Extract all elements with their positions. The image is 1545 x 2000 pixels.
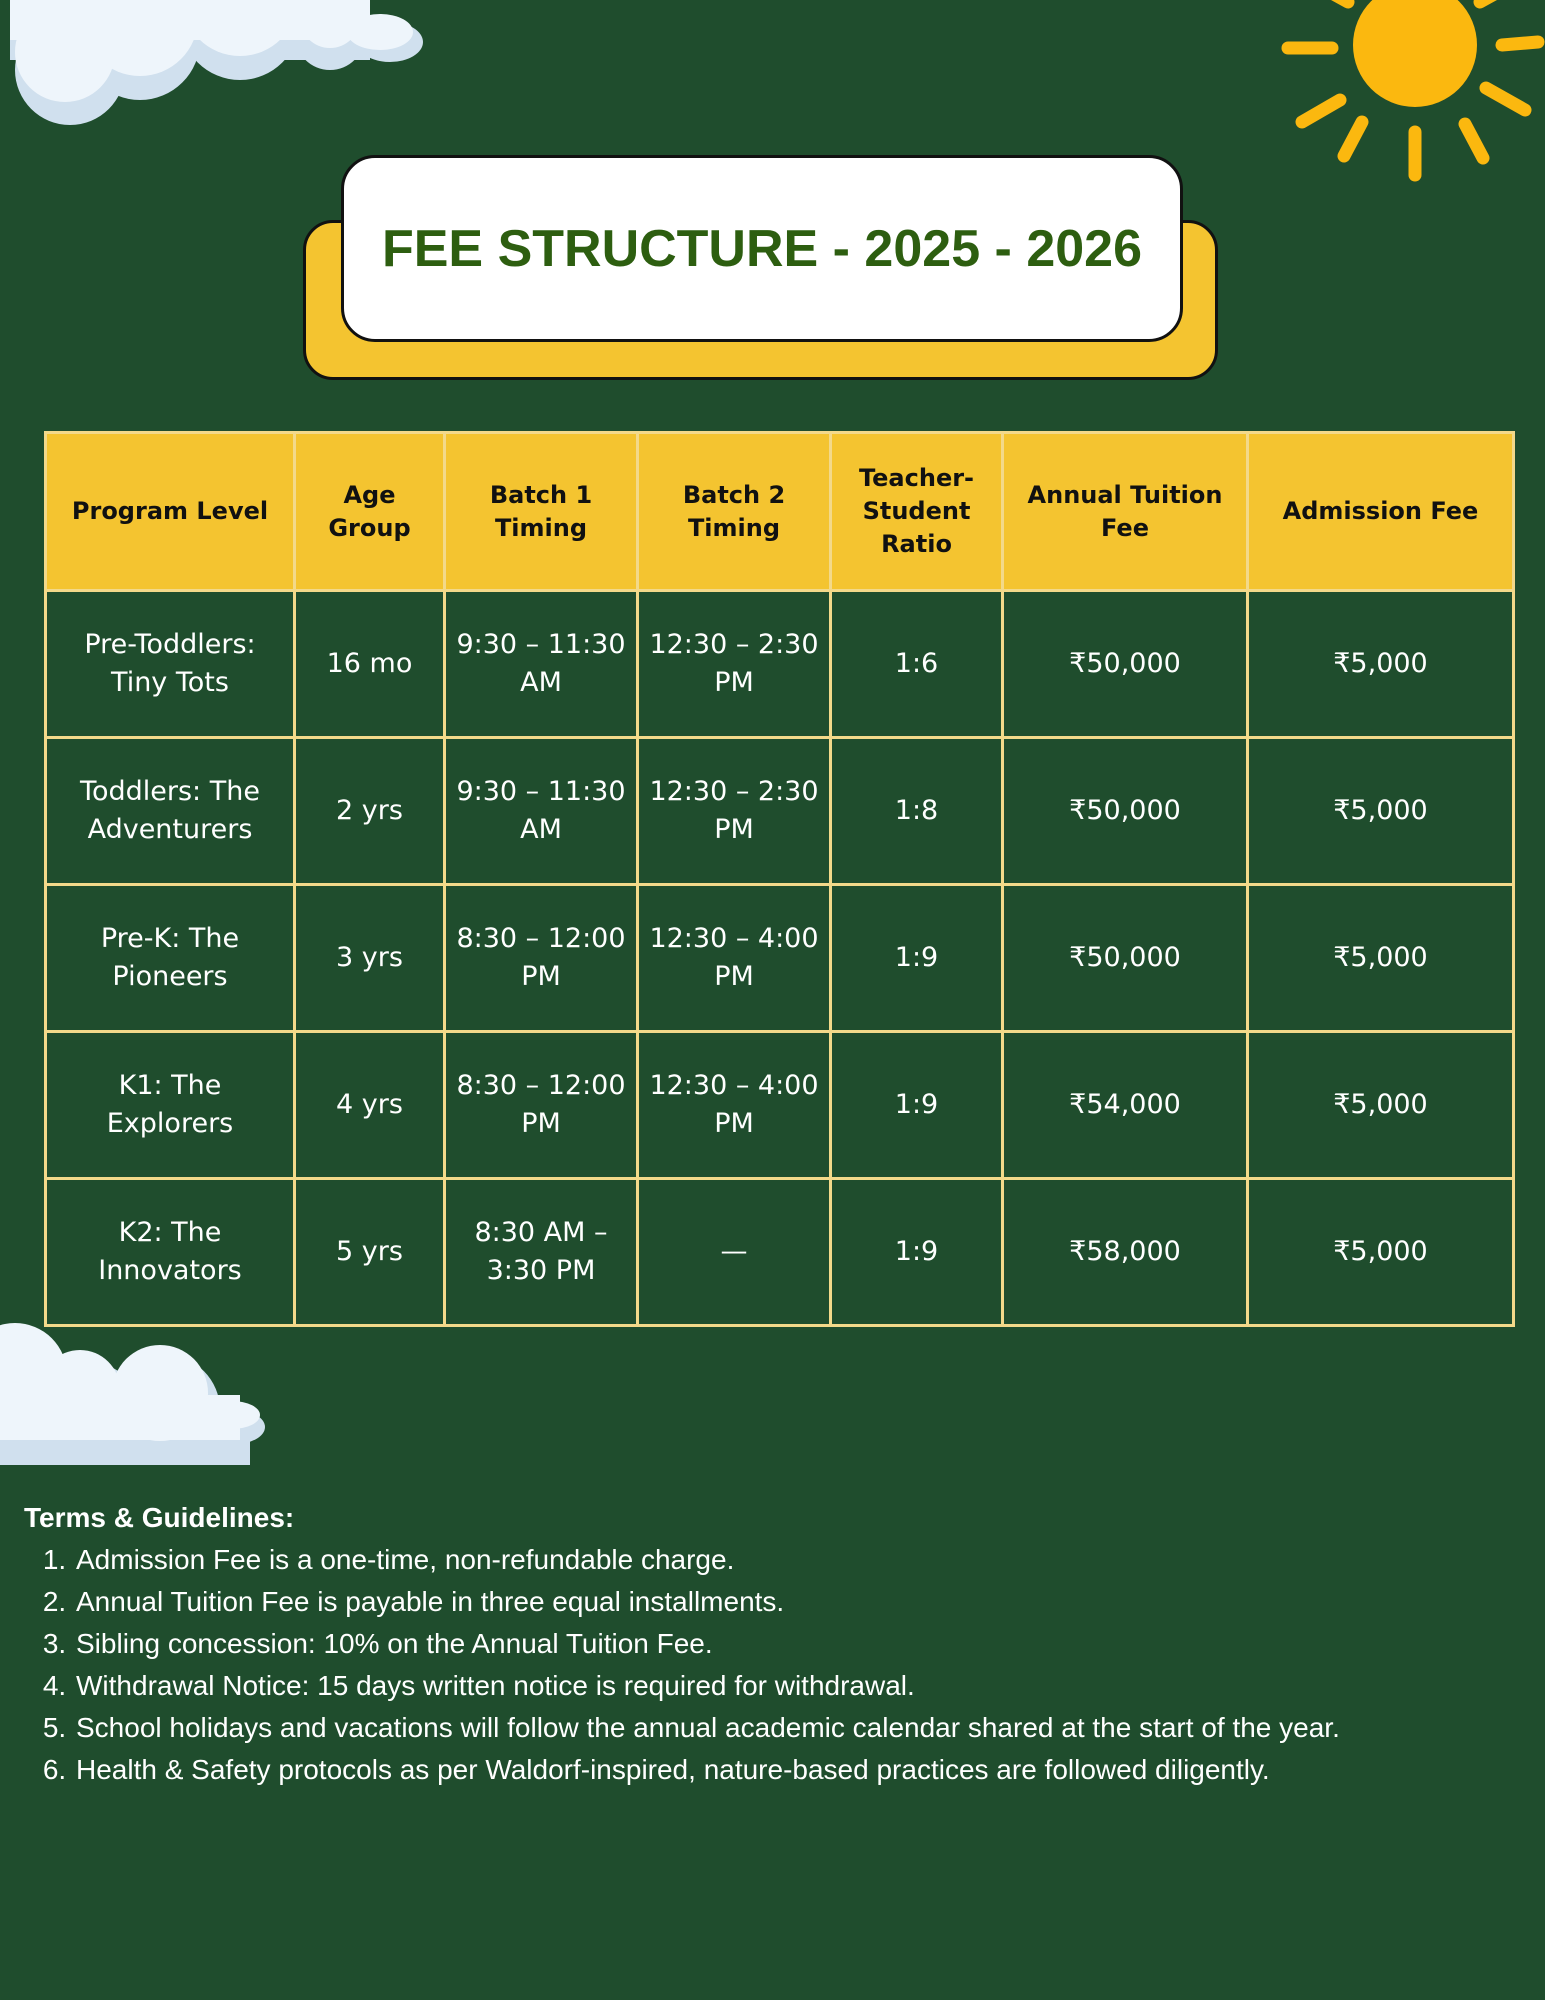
terms-item: 4. Withdrawal Notice: 15 days written notice is required for withdrawal. xyxy=(74,1665,1524,1707)
cell-program-level: K1: The Explorers xyxy=(46,1032,295,1179)
table-row xyxy=(46,1032,1514,1179)
cell-admission-fee: ₹5,000 xyxy=(1248,885,1514,1032)
terms-section xyxy=(24,1497,1524,1791)
cell-batch2-timing: 12:30 – 2:30 PM xyxy=(638,591,831,738)
cell-admission-fee: ₹5,000 xyxy=(1248,591,1514,738)
cell-ratio: 1:6 xyxy=(831,591,1003,738)
page-title: FEE STRUCTURE - 2025 - 2026 xyxy=(381,219,1143,278)
cloud-icon xyxy=(0,0,440,140)
cell-admission-fee: ₹5,000 xyxy=(1248,1179,1514,1326)
cell-admission-fee: ₹5,000 xyxy=(1248,1032,1514,1179)
cell-batch1-timing: 8:30 AM – 3:30 PM xyxy=(445,1179,638,1326)
cell-age-group: 4 yrs xyxy=(295,1032,445,1179)
cell-batch1-timing: 9:30 – 11:30 AM xyxy=(445,591,638,738)
header-admission-fee: Admission Fee xyxy=(1248,433,1514,591)
terms-item: 1. Admission Fee is a one-time, non-refundable charge. xyxy=(74,1539,1524,1581)
fee-table xyxy=(44,431,1515,1327)
cell-program-level: Pre-Toddlers: Tiny Tots xyxy=(46,591,295,738)
header-teacher-student-ratio: Teacher-Student Ratio xyxy=(831,433,1003,591)
cell-batch2-timing: 12:30 – 2:30 PM xyxy=(638,738,831,885)
cell-admission-fee: ₹5,000 xyxy=(1248,738,1514,885)
cell-batch2-timing: 12:30 – 4:00 PM xyxy=(638,1032,831,1179)
cell-annual-tuition-fee: ₹58,000 xyxy=(1003,1179,1248,1326)
cell-age-group: 3 yrs xyxy=(295,885,445,1032)
terms-heading: Terms & Guidelines: xyxy=(24,1502,295,1533)
cell-annual-tuition-fee: ₹50,000 xyxy=(1003,738,1248,885)
table-row xyxy=(46,885,1514,1032)
header-program-level: Program Level xyxy=(46,433,295,591)
table-header-row xyxy=(46,433,1514,591)
header-batch2-timing: Batch 2 Timing xyxy=(638,433,831,591)
table-row xyxy=(46,738,1514,885)
cell-batch1-timing: 8:30 – 12:00 PM xyxy=(445,1032,638,1179)
cell-age-group: 16 mo xyxy=(295,591,445,738)
table-row xyxy=(46,591,1514,738)
title-banner xyxy=(303,155,1218,380)
terms-list xyxy=(24,1539,1524,1791)
cell-ratio: 1:9 xyxy=(831,1032,1003,1179)
terms-item: 5. School holidays and vacations will follow the annual academic calendar shared at the start of the year. xyxy=(74,1707,1524,1749)
header-age-group: Age Group xyxy=(295,433,445,591)
terms-item: 6. Health & Safety protocols as per Waldorf-inspired, nature-based practices are followed diligently. xyxy=(74,1749,1524,1791)
cell-batch2-timing: 12:30 – 4:00 PM xyxy=(638,885,831,1032)
cell-annual-tuition-fee: ₹54,000 xyxy=(1003,1032,1248,1179)
header-batch1-timing: Batch 1 Timing xyxy=(445,433,638,591)
title-card xyxy=(341,155,1183,342)
cell-batch1-timing: 8:30 – 12:00 PM xyxy=(445,885,638,1032)
table-row xyxy=(46,1179,1514,1326)
cell-program-level: Pre-K: The Pioneers xyxy=(46,885,295,1032)
terms-item: 2. Annual Tuition Fee is payable in three equal installments. xyxy=(74,1581,1524,1623)
header-annual-tuition-fee: Annual Tuition Fee xyxy=(1003,433,1248,591)
cell-annual-tuition-fee: ₹50,000 xyxy=(1003,591,1248,738)
sun-icon xyxy=(1270,0,1545,190)
cell-ratio: 1:9 xyxy=(831,1179,1003,1326)
cell-ratio: 1:9 xyxy=(831,885,1003,1032)
cell-batch1-timing: 9:30 – 11:30 AM xyxy=(445,738,638,885)
cell-age-group: 5 yrs xyxy=(295,1179,445,1326)
cloud-icon xyxy=(0,1315,290,1485)
cell-ratio: 1:8 xyxy=(831,738,1003,885)
cell-program-level: Toddlers: The Adventurers xyxy=(46,738,295,885)
cell-age-group: 2 yrs xyxy=(295,738,445,885)
cell-batch2-timing: — xyxy=(638,1179,831,1326)
cell-annual-tuition-fee: ₹50,000 xyxy=(1003,885,1248,1032)
cell-program-level: K2: The Innovators xyxy=(46,1179,295,1326)
terms-item: 3. Sibling concession: 10% on the Annual Tuition Fee. xyxy=(74,1623,1524,1665)
